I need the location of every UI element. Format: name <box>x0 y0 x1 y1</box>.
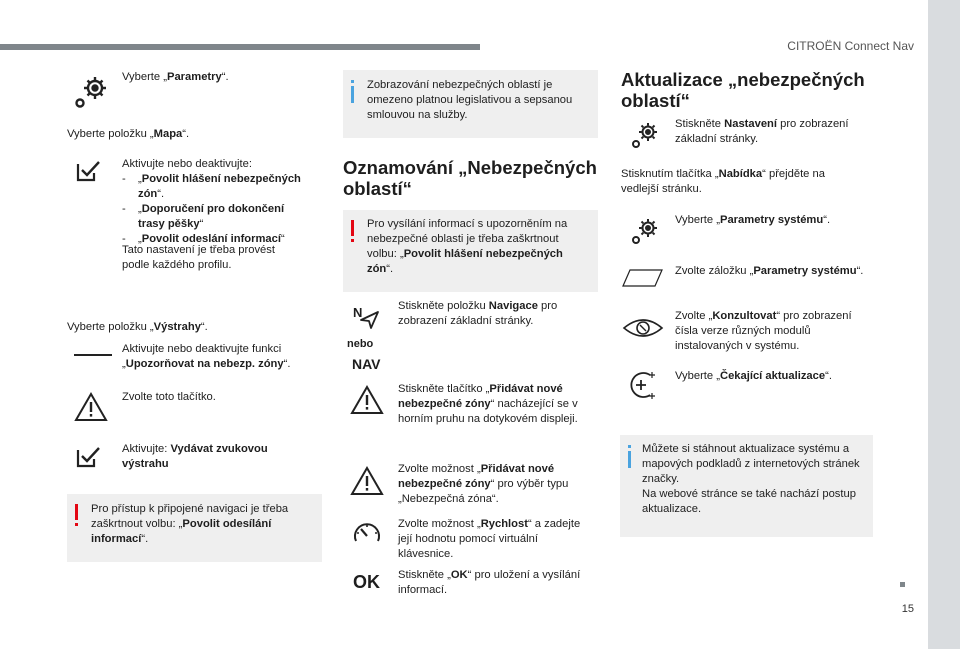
warning-box-connected-nav: Pro přístup k připojené navigaci je třeba zaškrtnout volbu: „Povolit odesílání informací“. <box>67 494 322 562</box>
page-marker <box>900 582 905 587</box>
warning-triangle-icon-2 <box>350 385 384 415</box>
nav-letter-n: N <box>353 305 363 320</box>
page-edge-bar <box>928 0 960 649</box>
brand-title: CITROËN Connect Nav <box>787 39 914 53</box>
navigation-arrow-icon <box>358 310 380 330</box>
info-box-legislation: Zobrazování nebezpečných oblastí je omezeno platnou legislativou a sepsanou smlouvou na služby. <box>343 70 598 138</box>
step-press-navigace: Stiskněte položku Navigace pro zobrazení základní stránky. <box>398 300 558 327</box>
warning-triangle-icon <box>74 392 108 422</box>
gear-settings-icon-3 <box>630 216 662 246</box>
warning-box-hazard-zones: Pro vysílání informací s upozorněním na nebezpečné oblasti je třeba zaškrtnout volbu: „Povolit hlášení nebezpečných zón“. <box>343 210 598 292</box>
info-box-download: Můžete si stáhnout aktualizace systému a mapových podkladů z internetových stránek značky. Na webové stránce se také nachází postup aktualizace. <box>620 435 873 537</box>
step-choose-button: Zvolte toto tlačítko. <box>122 391 216 403</box>
heading-oznamovani: Oznamování „Nebezpečných oblastí“ <box>343 157 597 199</box>
step-choose-tab: Zvolte záložku „Parametry systému“. <box>675 265 864 277</box>
step-press-nastaveni: Stiskněte Nastavení pro zobrazení základní stránky. <box>675 118 849 145</box>
step-select-vystrahy: Vyberte položku „Výstrahy“. <box>67 321 208 333</box>
warning-triangle-icon-3 <box>350 466 384 496</box>
nav-button-label: NAV <box>352 356 381 372</box>
header-rule <box>0 44 480 50</box>
heading-aktualizace: Aktualizace „nebezpečných oblastí“ <box>621 69 865 111</box>
checkbox-checked-icon <box>76 160 102 182</box>
step-select-pending: Vyberte „Čekající aktualizace“. <box>675 370 832 382</box>
checkbox-checked-icon-2 <box>76 446 102 468</box>
note-profile: Tato nastavení je třeba provést podle každého profilu. <box>122 244 275 271</box>
or-label: nebo <box>347 338 374 350</box>
gear-settings-icon-2 <box>630 120 662 150</box>
toggle-line-icon <box>74 354 112 356</box>
step-press-nabidka: Stisknutím tlačítka „Nabídka“ přejděte na vedlejší stránku. <box>621 168 825 195</box>
step-choose-add-zones: Zvolte možnost „Přidávat nové nebezpečné zóny“ pro výběr typu „Nebezpečná zóna“. <box>398 463 569 505</box>
step-select-parametry: Vyberte „Parametry“. <box>122 71 229 83</box>
step-select-system-params: Vyberte „Parametry systému“. <box>675 214 831 226</box>
gear-settings-icon <box>72 72 110 110</box>
step-select-mapa: Vyberte položku „Mapa“. <box>67 128 190 140</box>
eye-icon <box>622 316 664 340</box>
speedometer-icon <box>352 521 382 547</box>
tab-outline-icon <box>622 268 664 288</box>
pending-update-icon <box>626 369 660 401</box>
step-press-ok: Stiskněte „OK“ pro uložení a vysílání informací. <box>398 569 581 596</box>
step-activate-sound: Aktivujte: Vydávat zvukovou výstrahu <box>122 443 268 470</box>
step-press-add-zones: Stiskněte tlačítko „Přidávat nové nebezpečné zóny“ nacházející se v horním pruhu na dotykovém displeji. <box>398 383 578 425</box>
page-number: 15 <box>901 603 914 615</box>
ok-button-label: OK <box>353 572 380 592</box>
step-choose-speed: Zvolte možnost „Rychlost“ a zadejte její hodnotu pomocí virtuální klávesnice. <box>398 518 581 560</box>
step-choose-consult: Zvolte „Konzultovat“ pro zobrazení čísla verze různých modulů instalovaných v systému. <box>675 310 852 352</box>
step-activate-options: Aktivujte nebo deaktivujte: - „Povolit hlášení nebezpečných zón“. - „Doporučení pro dokončení trasy pěšky“ - „Povolit odeslání informací“ <box>122 158 301 245</box>
step-activate-function: Aktivujte nebo deaktivujte funkci „Upozorňovat na nebezp. zóny“. <box>122 343 291 370</box>
